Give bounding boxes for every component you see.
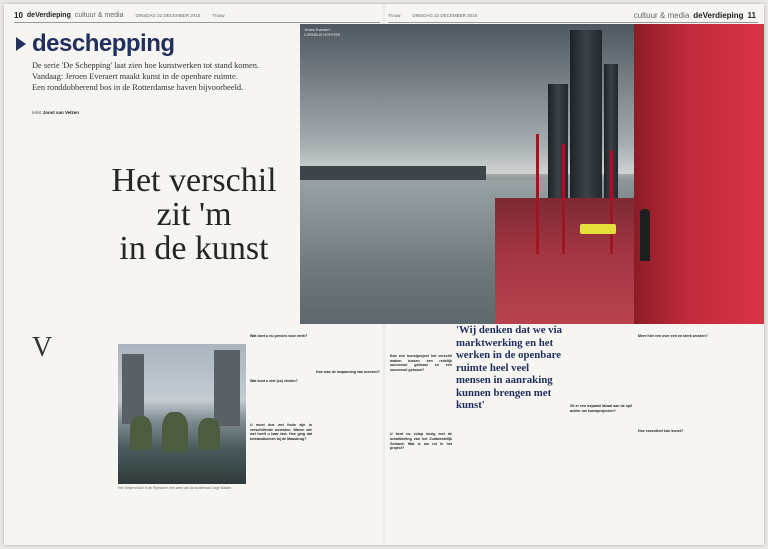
newspaper-spread [4,4,764,545]
small-photo-caption: Het 'Drijvend Bos' in de Rijnhaven, een werk van de kunstenaar Jorge Bakker. [118,486,232,490]
photo-tree [162,412,188,452]
kicker-arrow-icon [16,37,26,51]
intro-line: De serie 'De Schepping' laat zien hoe kunstwerken tot stand komen. [32,61,259,70]
page-number-right: 11 [747,10,756,20]
photo-credit-line: Jeroen Everaert [304,28,330,32]
photo-tree [130,416,152,450]
top-rule-left [14,22,380,23]
body-column-4 [390,334,452,539]
small-photo [118,344,246,484]
body-column-6 [638,334,756,539]
folio-right [634,9,756,21]
headline-line: zit 'm [156,196,232,233]
subhead: Hoe essentieel kan kunst? [638,428,684,433]
subhead: Meer hier een over een en sterk worden? [638,334,708,338]
headline [64,164,324,266]
body-column-2 [250,334,312,539]
photo-pole [536,134,539,254]
photo-pole [562,144,565,254]
byline [32,110,79,115]
photo-credit [304,28,340,37]
photo-skyline [300,166,486,180]
top-rule-right [388,22,758,23]
page-number-left: 10 [14,10,23,20]
body-column-1 [32,334,112,539]
byline-name: Joost van Velzen [42,110,80,115]
photo-building [122,354,144,424]
subhead: U bent nu volop bezig met de ontwikkeling van het Zuidwestelijk Zeeland. Wat is uw rol in het project? [390,432,452,451]
paper-name-left: Trouw [212,12,225,18]
photo-bench [580,224,616,234]
subsection-left: cultuur & media [74,11,124,19]
series-kicker: deschepping [32,30,175,57]
photo-tower [570,30,602,200]
subsection-right: cultuur & media [633,10,690,20]
subhead: Zit er een bepaald ideaal aan de spil achter uw kunstprojecten? [570,404,632,413]
photo-tree [198,418,220,450]
photo-credit-line: CORNELIS HOFSTEE [304,32,341,37]
date-right: DINSDAG 22 DECEMBER 2015 [412,12,478,18]
body-column-3 [316,334,382,539]
drop-cap: V [32,334,53,363]
headline-line: Het verschil [111,162,277,199]
intro-line: Een ronddobberend bos in de Rotterdamse haven bijvoorbeeld. [32,83,244,92]
photo-red-wall [634,24,764,324]
main-photo [300,24,764,324]
photo-tower [548,84,568,204]
folio-left [14,9,225,21]
subhead: Wat kunt u niet (zo) vinden? [250,378,298,383]
byline-label: tekst [32,110,42,115]
subhead: U moet dus wel thuis zijn in verschillende werelden. Waren wie wel heeft u haar last. Hoe ging dat totstandkomen bij de Maasbrug? [250,423,312,441]
paper-name-right: Trouw [388,12,401,18]
headline-line: in de kunst [119,230,269,267]
photo-building [214,350,240,426]
subhead: Hoe was de inspanning van mensen? [316,370,380,374]
subhead: Kan een kunstproject het verschil maken tussen een redelijk succesvol gebouw en een succesvol gebouw? [390,354,452,372]
section-name-right: deVerdieping [693,10,744,20]
intro-line: Vandaag: Jeroen Everaert maakt kunst in de openbare ruimte. [32,72,238,81]
section-name-left: deVerdieping [26,11,71,19]
folio-right-meta [388,9,477,21]
subhead: Wat doet u nu precies voor werk? [250,334,308,338]
pull-quote: 'Wij denken dat we via marktwerking en het werken in de openbare ruimte heel veel mensen in aanraking kunnen brengen met kunst' [456,324,562,411]
photo-person [640,209,650,261]
body-column-5 [570,334,632,539]
date-left: DINSDAG 22 DECEMBER 2015 [135,12,201,18]
photo-pole [610,150,613,254]
